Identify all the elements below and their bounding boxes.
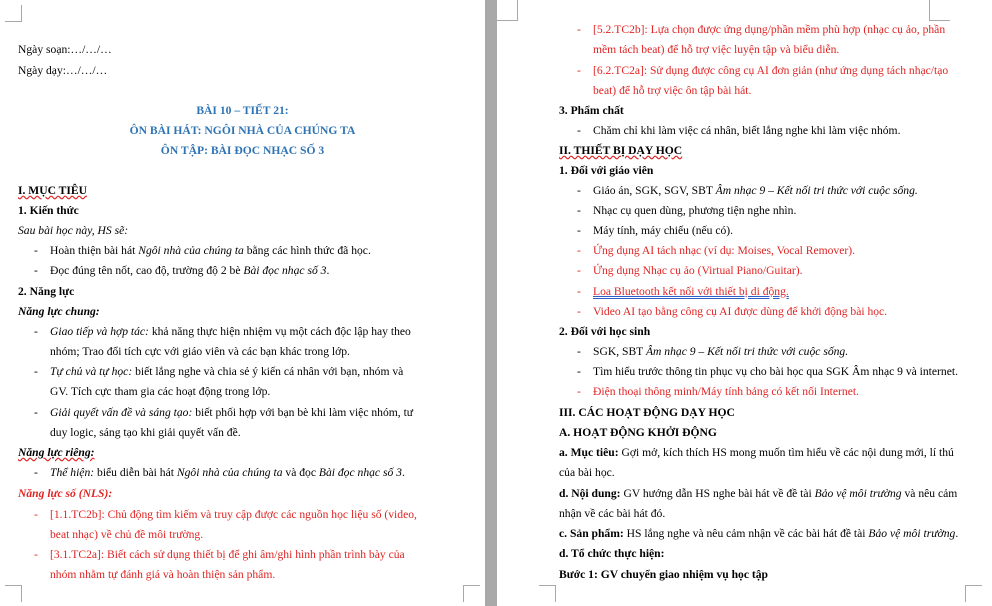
bullet: - (34, 508, 38, 521)
heading-nang-luc-rieng: Năng lực riêng: (18, 446, 95, 459)
crop-mark-top-right (929, 0, 950, 21)
nls-item-2-line2: nhóm nhằm tự đánh giá và hoàn thiện sản phẩm. (50, 568, 276, 581)
buoc-1: Bước 1: GV chuyển giao nhiệm vụ học tập (559, 568, 768, 581)
bullet: - (577, 64, 581, 77)
gv-item-7: Video AI tạo bằng công cụ AI được dùng để khởi động bài học. (593, 305, 888, 318)
nls-item-2-line1: [3.1.TC2a]: Biết cách sử dụng thiết bị để ghi âm/ghi hình phần trình bày của (50, 548, 405, 561)
heading-khoi-dong: A. HOẠT ĐỘNG KHỞI ĐỘNG (559, 426, 717, 439)
muc-tieu-line1: a. Mục tiêu: Gợi mở, kích thích HS mong muốn tìm hiểu về các nội dung mới, lí thú (559, 446, 954, 459)
hs-item-2: Tìm hiểu trước thông tin phục vụ cho bài học qua SGK Âm nhạc 9 và internet. (593, 365, 958, 378)
hs-item-3: Điện thoại thông minh/Máy tính bảng có kết nối Internet. (593, 385, 859, 398)
lesson-title-3: ÔN TẬP: BÀI ĐỌC NHẠC SỐ 3 (160, 144, 325, 157)
gv-item-1: Giáo án, SGK, SGV, SBT Âm nhạc 9 – Kết nối tri thức với cuộc sống. (593, 184, 918, 197)
gv-item-2: Nhạc cụ quen dùng, phương tiện nghe nhìn. (593, 204, 797, 217)
section-hoat-dong: III. CÁC HOẠT ĐỘNG DẠY HỌC (559, 406, 735, 419)
kt-item-2: Đọc đúng tên nốt, cao độ, trường độ 2 bè Bài đọc nhạc số 3. (50, 264, 330, 277)
lesson-title-2: ÔN BÀI HÁT: NGÔI NHÀ CỦA CHÚNG TA (129, 124, 356, 137)
section-muc-tieu-text: I. MỤC TIÊU (18, 184, 88, 197)
gv-item-5: Ứng dụng Nhạc cụ ảo (Virtual Piano/Guitar). (593, 264, 803, 277)
bullet: - (34, 325, 38, 338)
heading-nang-luc: 2. Năng lực (18, 285, 75, 298)
bullet: - (34, 406, 38, 419)
nls-item-3-line2: mềm tách beat) để hỗ trợ việc luyện tập và biểu diễn. (593, 43, 840, 56)
bullet: - (34, 548, 38, 561)
document-page-right[interactable] (497, 0, 992, 606)
crop-mark-bottom-right (965, 585, 982, 602)
to-chuc-thuc-hien: d. Tổ chức thực hiện: (559, 547, 665, 560)
nls-item-1-line2: beat nhạc) về chủ đề môi trường. (50, 528, 204, 541)
hs-item-1: SGK, SBT Âm nhạc 9 – Kết nối tri thức với cuộc sống. (593, 345, 849, 358)
bullet: - (34, 365, 38, 378)
bullet: - (34, 244, 38, 257)
nls-item-3-line1: [5.2.TC2b]: Lựa chọn được ứng dụng/phần mềm phù hợp (nhạc cụ ảo, phần (593, 23, 946, 36)
bullet: - (577, 224, 581, 237)
ngay-soan: Ngày soạn:…/…/… (18, 43, 112, 56)
nl-tu-chu-line1: Tự chủ và tự học: biết lắng nghe và chia sẻ ý kiến cá nhân với bạn, nhóm và (50, 365, 404, 378)
bullet: - (577, 244, 581, 257)
bullet: - (577, 124, 581, 137)
pc-item-1: Chăm chỉ khi làm việc cá nhân, biết lắng nghe khi làm việc nhóm. (593, 124, 901, 137)
crop-mark-bottom-left (539, 585, 556, 602)
bullet: - (577, 305, 581, 318)
heading-nang-luc-chung: Năng lực chung: (18, 305, 100, 318)
nls-item-4-line1: [6.2.TC2a]: Sử dụng được công cụ AI đơn giản (như ứng dụng tách nhạc/tạo (593, 64, 949, 77)
bullet: - (577, 264, 581, 277)
section-muc-tieu (18, 183, 87, 198)
nl-giai-quyet-line2: duy logic, sáng tạo khi giải quyết vấn đề. (50, 426, 241, 439)
noi-dung-line1: d. Nội dung: GV hướng dẫn HS nghe bài hát về đề tài Bảo vệ môi trường và nêu cảm (559, 487, 958, 500)
bullet: - (34, 264, 38, 277)
bullet: - (577, 23, 581, 36)
crop-mark-bottom-left (5, 585, 22, 602)
nl-the-hien: Thể hiện: biểu diễn bài hát Ngôi nhà của chúng ta và đọc Bài đọc nhạc số 3. (50, 466, 405, 479)
section-thiet-bi: II. THIẾT BỊ DẠY HỌC (559, 144, 683, 157)
san-pham: c. Sản phẩm: HS lắng nghe và nêu cảm nhận về các bài hát đề tài Bảo vệ môi trường. (559, 527, 959, 540)
crop-mark-top-left (497, 0, 518, 21)
intro-text: Sau bài học này, HS sẽ: (18, 224, 129, 237)
heading-nang-luc-so: Năng lực số (NLS): (18, 487, 113, 500)
crop-mark-bottom-right (463, 585, 480, 602)
ngay-day: Ngày dạy:…/…/… (18, 64, 108, 77)
bullet: - (577, 285, 581, 298)
heading-kien-thuc: 1. Kiến thức (18, 204, 79, 217)
gv-item-3: Máy tính, máy chiếu (nếu có). (593, 224, 734, 237)
heading-pham-chat: 3. Phẩm chất (559, 104, 624, 117)
nl-giao-tiep-line1: Giao tiếp và hợp tác: khả năng thực hiện nhiệm vụ một cách độc lập hay theo (50, 325, 411, 338)
lesson-title-1: BÀI 10 – TIẾT 21: (196, 104, 289, 117)
nls-item-1-line1: [1.1.TC2b]: Chủ động tìm kiếm và truy cập được các nguồn học liệu số (video, (50, 508, 417, 521)
muc-tieu-line2: của bài học. (559, 466, 615, 479)
bullet: - (34, 466, 38, 479)
bullet: - (577, 184, 581, 197)
heading-giao-vien: 1. Đối với giáo viên (559, 164, 654, 177)
heading-hoc-sinh: 2. Đối với học sinh (559, 325, 651, 338)
gv-item-6: Loa Bluetooth kết nối với thiết bị di động. (593, 285, 789, 298)
bullet: - (577, 204, 581, 217)
document-page-left[interactable] (0, 0, 485, 606)
nls-item-4-line2: beat) để hỗ trợ việc ôn tập bài hát. (593, 84, 752, 97)
page-gap (485, 0, 497, 606)
gv-item-4: Ứng dụng AI tách nhạc (ví dụ: Moises, Vocal Remover). (593, 244, 855, 257)
nl-giai-quyet-line1: Giải quyết vấn đề và sáng tạo: biết phối hợp với bạn bè khi làm việc nhóm, tư (50, 406, 414, 419)
kt-item-1: Hoàn thiện bài hát Ngôi nhà của chúng ta bằng các hình thức đã học. (50, 244, 371, 257)
bullet: - (577, 365, 581, 378)
nl-giao-tiep-line2: nhóm; Trao đổi tích cực với giáo viên và các bạn khác trong lớp. (50, 345, 350, 358)
crop-mark-top-left (5, 5, 22, 22)
bullet: - (577, 385, 581, 398)
noi-dung-line2: nhận về các bài hát đó. (559, 507, 666, 520)
bullet: - (577, 345, 581, 358)
nl-tu-chu-line2: GV. Tích cực tham gia các hoạt động trong lớp. (50, 385, 271, 398)
